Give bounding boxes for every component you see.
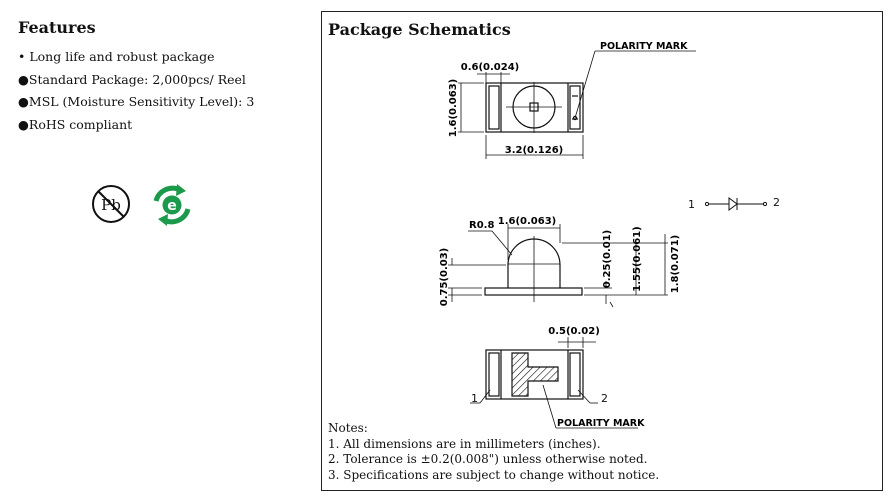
green-e-recycle-icon xyxy=(156,184,188,226)
bottom-pin2-label: 2 xyxy=(601,392,608,405)
side-h3-dim: 1.8(0.071) xyxy=(670,234,681,294)
pb-icon-text: Pb xyxy=(101,196,121,214)
diode-pin2-label: 2 xyxy=(773,196,780,209)
features-title: Features xyxy=(18,18,96,37)
list-item: ●RoHS compliant xyxy=(18,116,133,132)
side-base-height-dim: 0.75(0.03) xyxy=(439,247,450,307)
side-h2-dim: 1.55(0.061) xyxy=(632,226,643,292)
note-item: 3. Specifications are subject to change without notice. xyxy=(328,467,660,482)
side-h1-dim: 0.25(0.01) xyxy=(602,229,613,289)
side-radius-label: R0.8 xyxy=(469,220,495,231)
features-section xyxy=(18,18,308,136)
list-item: • Long life and robust package xyxy=(18,49,215,64)
top-polarity-label: POLARITY MARK xyxy=(600,41,688,52)
top-width-dim: 3.2(0.126) xyxy=(504,145,564,156)
schematics-title: Package Schematics xyxy=(328,20,511,39)
package-schematics-panel xyxy=(321,11,883,491)
side-dome-width-dim: 1.6(0.063) xyxy=(497,216,557,227)
bottom-view xyxy=(470,337,638,428)
pb-free-icon xyxy=(93,186,129,222)
top-height-dim: 1.6(0.063) xyxy=(448,78,459,138)
note-item: 1. All dimensions are in millimeters (inches). xyxy=(328,436,601,451)
list-item: ●Standard Package: 2,000pcs/ Reel xyxy=(18,71,246,87)
note-item: 2. Tolerance is ±0.2(0.008") unless otherwise noted. xyxy=(328,452,648,466)
features-list xyxy=(18,46,308,136)
schematic-drawing xyxy=(322,12,882,490)
top-pad-dim: 0.6(0.024) xyxy=(460,62,520,73)
e-icon-text: e xyxy=(167,198,177,214)
list-item: ●MSL (Moisture Sensitivity Level): 3 xyxy=(18,94,255,109)
bottom-gap-dim: 0.5(0.02) xyxy=(548,326,600,337)
diode-pin1-label: 1 xyxy=(688,198,695,211)
diode-symbol xyxy=(705,198,766,210)
bottom-polarity-label: POLARITY MARK xyxy=(557,418,645,429)
notes-section xyxy=(328,421,659,483)
bottom-pin1-label: 1 xyxy=(471,392,478,405)
compliance-icons xyxy=(90,183,210,233)
notes-title: Notes: xyxy=(328,421,368,435)
